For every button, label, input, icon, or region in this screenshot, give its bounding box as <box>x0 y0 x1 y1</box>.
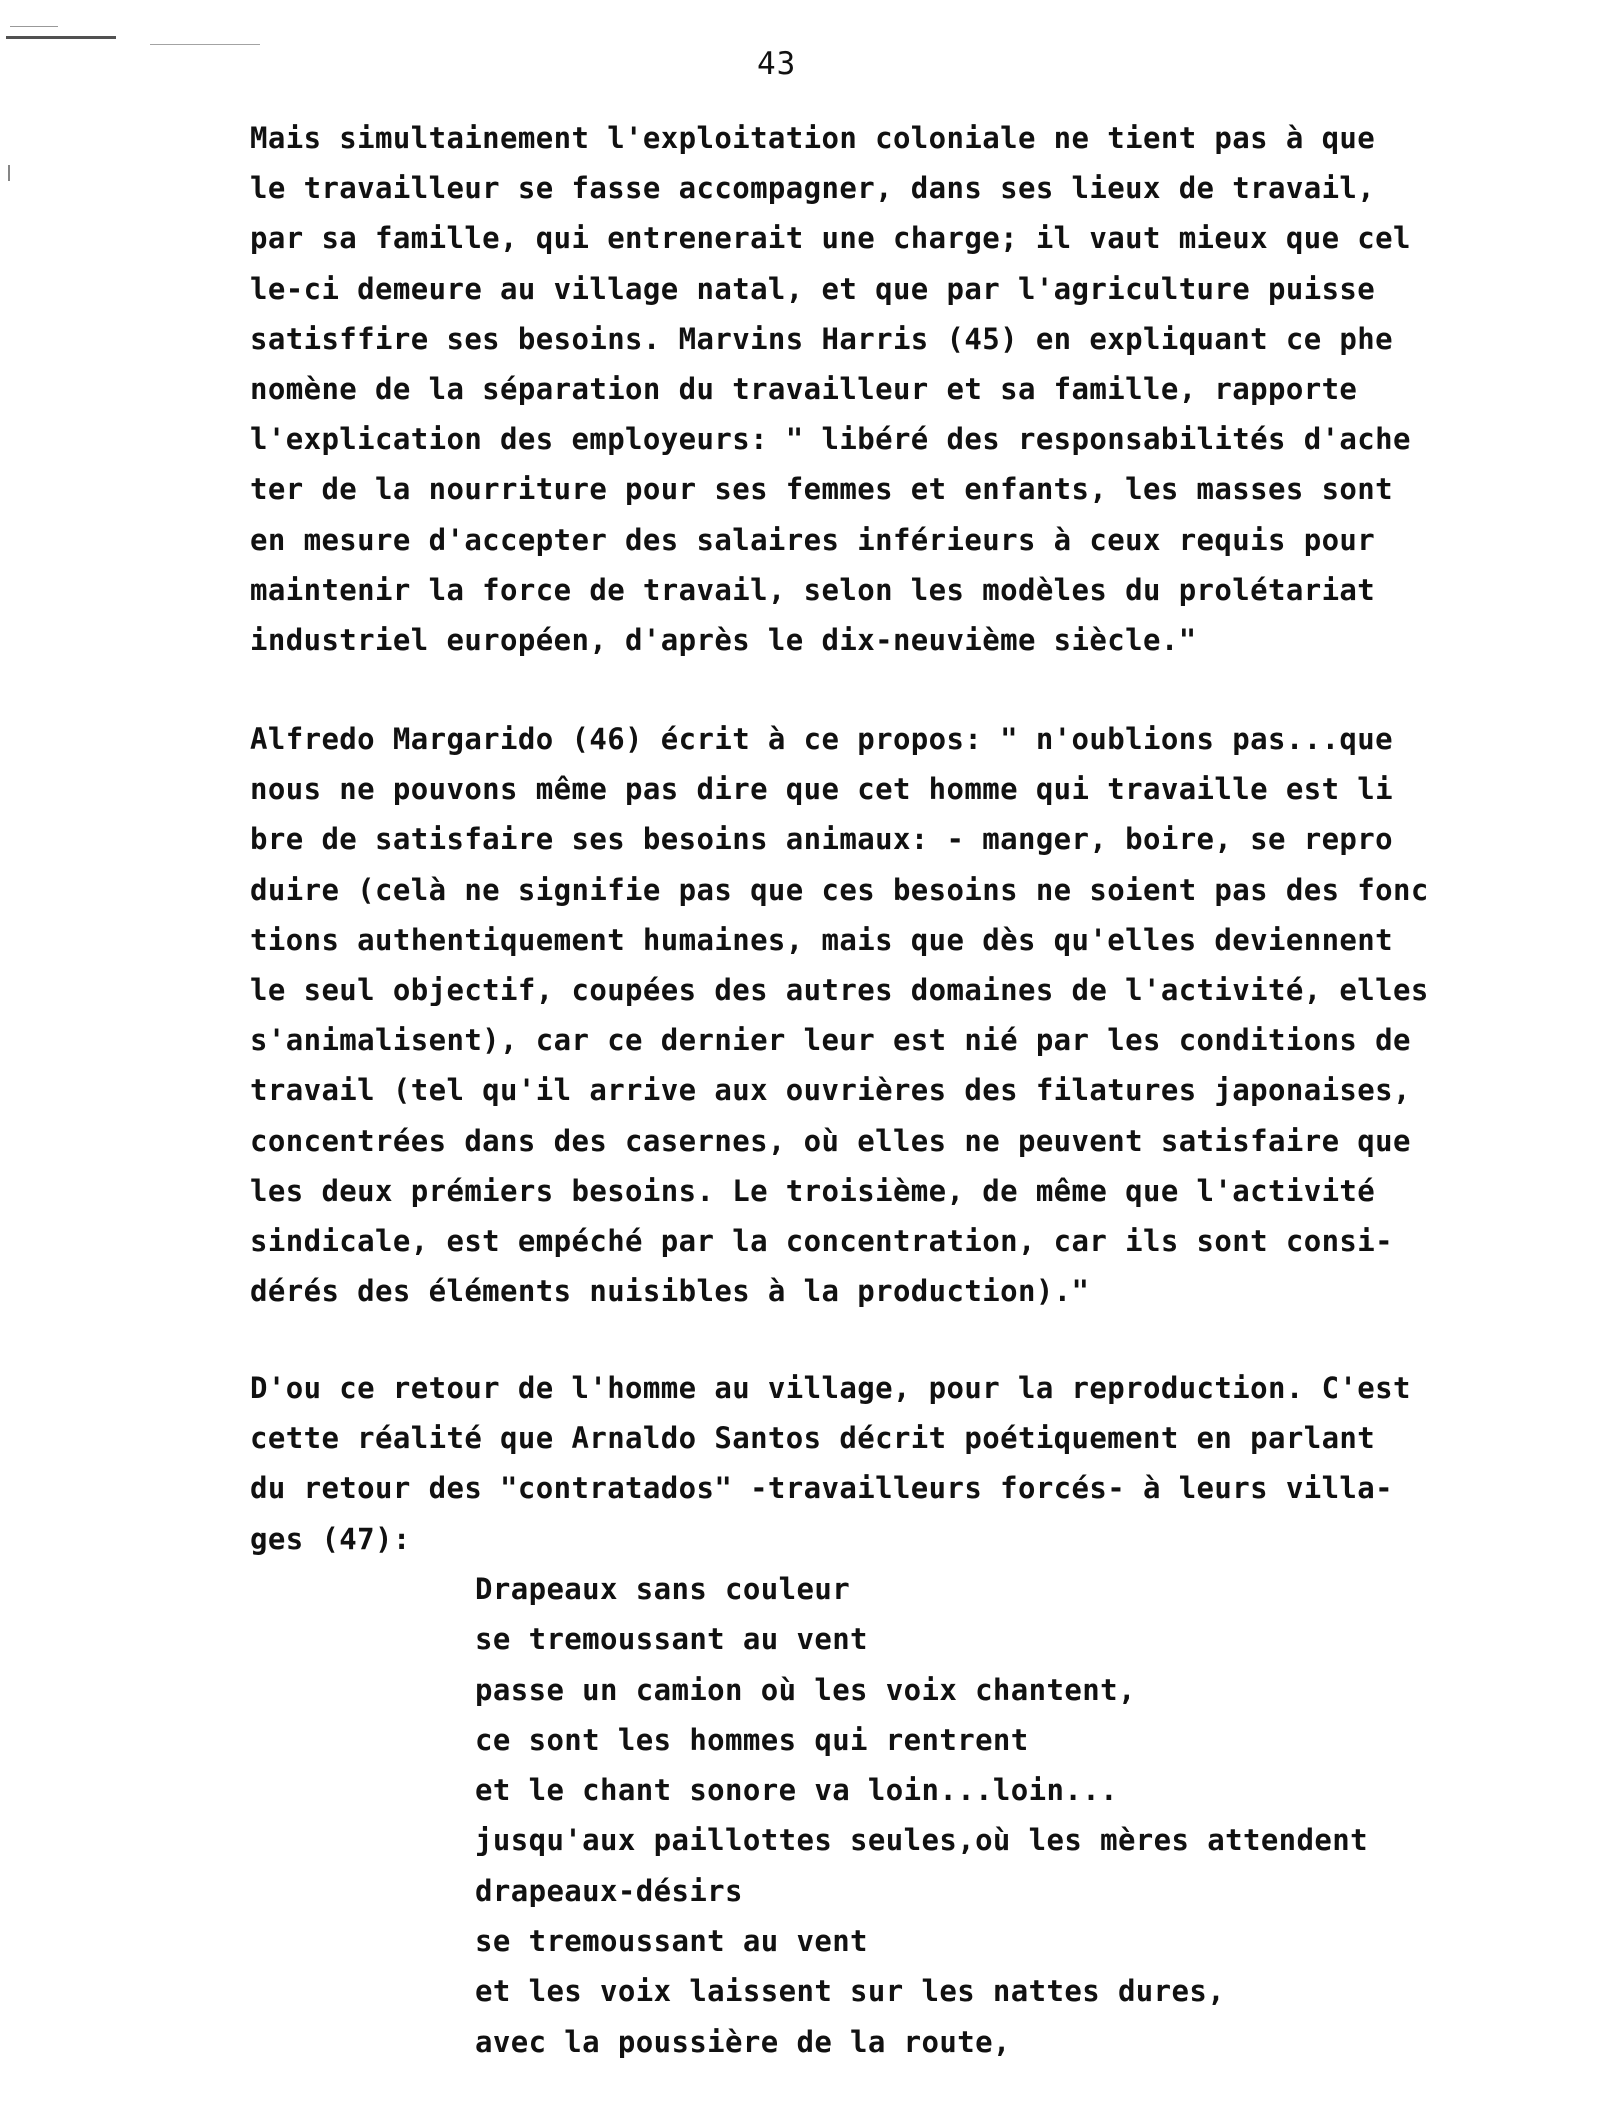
text-line: le seul objectif, coupées des autres domaines de l'activité, elles <box>250 973 1429 1008</box>
text-line: ges (47): <box>250 1521 411 1556</box>
text-line: les deux prémiers besoins. Le troisième, de même que l'activité <box>250 1173 1376 1208</box>
text-line: dérés des éléments nuisibles à la production)." <box>250 1274 1090 1309</box>
text-line: s'animalisent), car ce dernier leur est nié par les conditions de <box>250 1023 1411 1058</box>
text-line: Alfredo Margarido (46) écrit à ce propos: " n'oublions pas...que <box>250 722 1394 756</box>
poem-line: ce sont les hommes qui rentrent <box>475 1722 1029 1757</box>
poem-line: se tremoussant au vent <box>475 1622 868 1657</box>
text-line: travail (tel qu'il arrive aux ouvrières des filatures japonaises, <box>250 1073 1411 1108</box>
poem-line: Drapeaux sans couleur <box>475 1572 851 1606</box>
text-line: du retour des "contratados" -travailleurs forcés- à leurs villa- <box>250 1471 1394 1506</box>
poem-line: se tremoussant au vent <box>475 1924 868 1959</box>
text-line: satisffire ses besoins. Marvins Harris (45) en expliquant ce phe <box>250 321 1394 356</box>
poem-line: et les voix laissent sur les nattes dures, <box>475 1974 1226 2009</box>
poem-line: passe un camion où les voix chantent, <box>475 1672 1136 1707</box>
text-line: nomène de la séparation du travailleur et sa famille, rapporte <box>250 372 1358 407</box>
text-line: nous ne pouvons même pas dire que cet homme qui travaille est li <box>250 772 1394 807</box>
text-line: ter de la nourriture pour ses femmes et enfants, les masses sont <box>250 472 1394 507</box>
scan-artifact-line <box>10 26 58 27</box>
poem-line: avec la poussière de la route, <box>475 2024 1011 2059</box>
poem-line: drapeaux-désirs <box>475 1873 743 1908</box>
text-line: bre de satisfaire ses besoins animaux: - manger, boire, se repro <box>250 822 1394 857</box>
scan-artifact-line <box>150 44 260 45</box>
page-number: 43 <box>757 46 797 82</box>
scan-artifact-line <box>6 36 116 39</box>
text-line: sindicale, est empéché par la concentration, car ils sont consi- <box>250 1224 1394 1259</box>
poem-line: jusqu'aux paillottes seules,où les mères attendent <box>475 1823 1368 1858</box>
scan-artifact-mark <box>8 165 10 181</box>
paragraph-2 <box>250 714 1600 1316</box>
text-line: D'ou ce retour de l'homme au village, pour la reproduction. C'est <box>250 1371 1411 1405</box>
text-line: le travailleur se fasse accompagner, dans ses lieux de travail, <box>250 171 1376 206</box>
text-line: cette réalité que Arnaldo Santos décrit poétiquement en parlant <box>250 1421 1376 1456</box>
poem-line: et le chant sonore va loin...loin... <box>475 1773 1118 1808</box>
text-line: tions authentiquement humaines, mais que dès qu'elles deviennent <box>250 922 1394 957</box>
text-line: en mesure d'accepter des salaires inférieurs à ceux requis pour <box>250 522 1376 557</box>
text-line: le-ci demeure au village natal, et que par l'agriculture puisse <box>250 271 1376 306</box>
text-line: concentrées dans des casernes, où elles ne peuvent satisfaire que <box>250 1123 1411 1158</box>
text-line: industriel européen, d'après le dix-neuvième siècle." <box>250 623 1197 658</box>
text-line: l'explication des employeurs: " libéré des responsabilités d'ache <box>250 422 1411 457</box>
poem-quote <box>475 1564 1575 2067</box>
text-line: maintenir la force de travail, selon les modèles du prolétariat <box>250 572 1376 607</box>
text-line: par sa famille, qui entrenerait une charge; il vaut mieux que cel <box>250 221 1411 256</box>
paragraph-3 <box>250 1363 1600 1564</box>
text-line: duire (celà ne signifie pas que ces besoins ne soient pas des fonc <box>250 872 1429 907</box>
text-line: Mais simultainement l'exploitation coloniale ne tient pas à que <box>250 121 1376 155</box>
paragraph-1 <box>250 113 1600 665</box>
